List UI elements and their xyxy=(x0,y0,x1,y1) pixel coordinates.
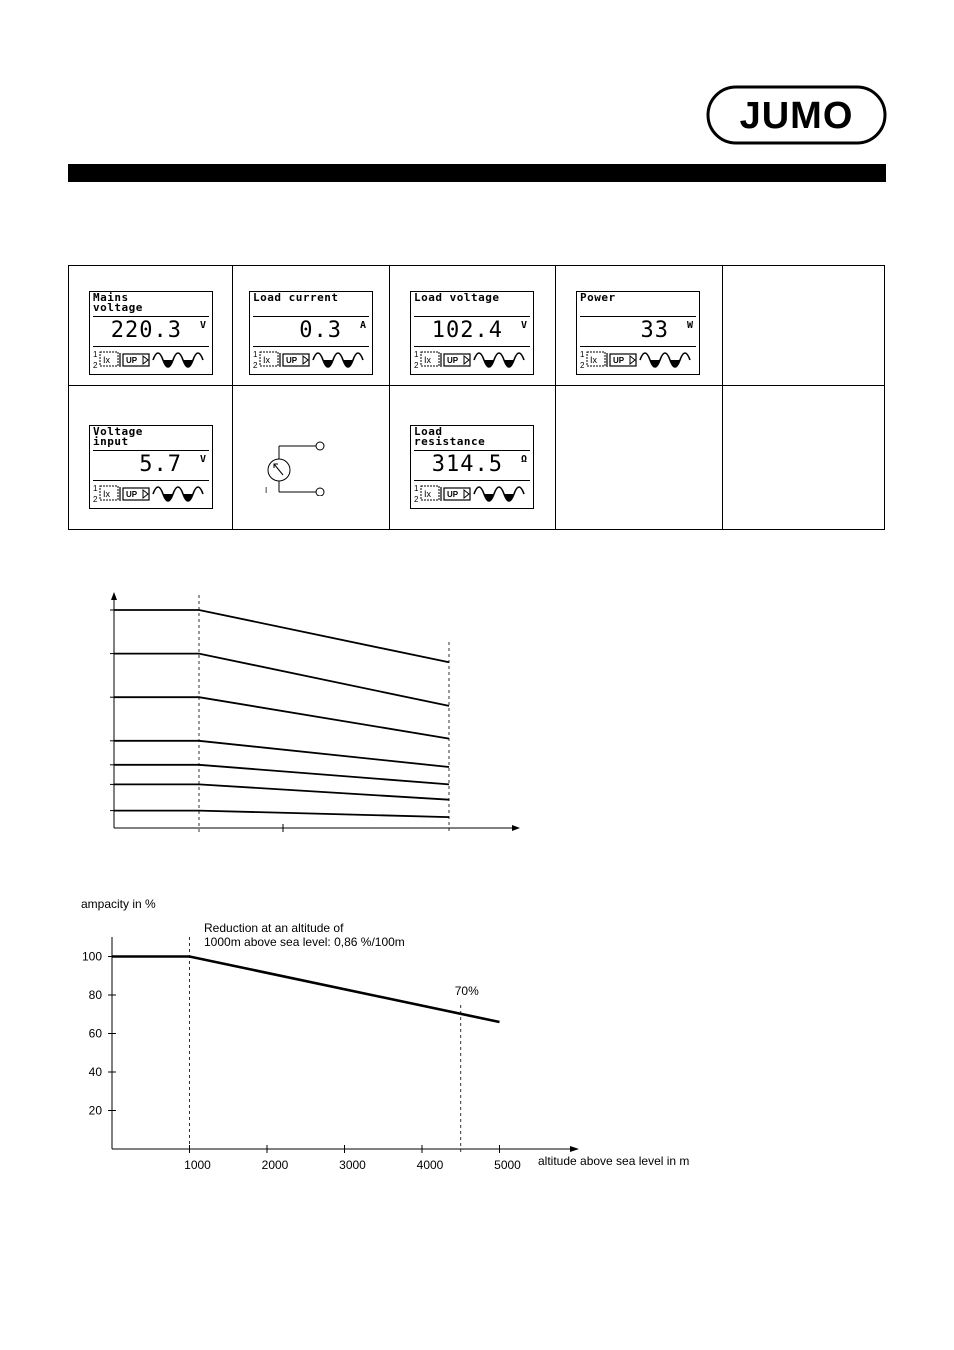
status-one: 1 xyxy=(93,484,98,493)
current-limit-icon xyxy=(123,488,149,500)
status-two: 2 xyxy=(93,361,98,370)
display-unit: V xyxy=(520,320,527,331)
status-ix: Ix xyxy=(103,489,111,499)
display-unit: V xyxy=(199,454,206,465)
x-axis-arrow xyxy=(570,1146,579,1152)
sine-wave-icon xyxy=(153,353,203,367)
derating-chart xyxy=(100,590,530,835)
logo-text: JUMO xyxy=(739,95,854,137)
phase-icon xyxy=(580,350,607,370)
y-tick-label: 40 xyxy=(88,1065,102,1079)
display-table xyxy=(68,265,885,530)
status-two: 2 xyxy=(414,495,419,504)
display-unit: Ω xyxy=(520,454,527,465)
status-two: 2 xyxy=(580,361,585,370)
y-tick-label: 60 xyxy=(88,1026,102,1041)
series-line-7 xyxy=(114,811,449,818)
display-label: Load voltage xyxy=(414,291,500,304)
status-row xyxy=(580,349,696,371)
status-up: UP xyxy=(447,356,459,365)
marker-label: 70% xyxy=(454,984,479,998)
status-one: 1 xyxy=(414,484,419,493)
series-line-5 xyxy=(114,765,449,785)
current-limit-icon xyxy=(283,354,309,366)
display-label: Load current xyxy=(253,291,339,304)
status-ix: Ix xyxy=(424,489,432,499)
status-ix: Ix xyxy=(590,355,598,365)
status-ix: Ix xyxy=(263,355,271,365)
status-one: 1 xyxy=(414,350,419,359)
display-load-resistance xyxy=(410,425,534,509)
y-tick-label: 100 xyxy=(81,949,102,964)
display-value: 220.3 xyxy=(110,318,182,343)
status-one: 1 xyxy=(253,350,258,359)
chart-annotation: Reduction at an altitude of 1000m above sea level: 0,86 %/100m xyxy=(204,921,405,949)
series-line-3 xyxy=(114,697,449,738)
sine-wave-icon xyxy=(474,487,524,501)
current-limit-icon xyxy=(123,354,149,366)
status-two: 2 xyxy=(93,495,98,504)
status-two: 2 xyxy=(253,361,258,370)
display-mains-voltage xyxy=(89,291,213,375)
x-axis-label: altitude above sea level in m xyxy=(538,1154,690,1168)
jumo-logo xyxy=(706,85,887,145)
ampacity-line xyxy=(112,957,500,1023)
ampacity-chart xyxy=(60,935,590,1180)
status-one: 1 xyxy=(580,350,585,359)
x-tick-label: 1000 xyxy=(184,1158,211,1172)
status-up: UP xyxy=(447,490,459,499)
y-tick-label: 20 xyxy=(88,1103,102,1118)
x-tick-label: 2000 xyxy=(261,1158,289,1172)
display-value: 314.5 xyxy=(431,452,503,477)
sine-wave-icon xyxy=(474,353,524,367)
header-bar xyxy=(68,164,886,182)
circuit-label: I xyxy=(265,486,268,495)
display-value: 33 xyxy=(640,318,669,343)
status-two: 2 xyxy=(414,361,419,370)
phase-icon xyxy=(414,350,441,370)
status-ix: Ix xyxy=(103,355,111,365)
display-load-current xyxy=(249,291,373,375)
display-unit: A xyxy=(359,320,366,331)
phase-icon xyxy=(414,484,441,504)
status-ix: Ix xyxy=(424,355,432,365)
display-value: 0.3 xyxy=(299,318,342,343)
status-row xyxy=(93,483,209,505)
y-tick-label: 80 xyxy=(88,988,102,1002)
display-value: 102.4 xyxy=(431,318,503,343)
status-row xyxy=(414,483,530,505)
display-voltage-input xyxy=(89,425,213,509)
status-up: UP xyxy=(286,356,298,365)
sine-wave-icon xyxy=(313,353,363,367)
x-axis-arrow xyxy=(512,825,520,831)
x-tick-label: 5000 xyxy=(494,1158,521,1172)
status-up: UP xyxy=(613,356,625,365)
x-tick-label: 4000 xyxy=(416,1158,444,1172)
current-limit-icon xyxy=(444,488,470,500)
display-label: Load resistance xyxy=(414,425,486,448)
display-unit: V xyxy=(199,320,206,331)
phase-icon xyxy=(93,350,120,370)
status-row xyxy=(253,349,369,371)
series-line-6 xyxy=(114,784,449,799)
status-up: UP xyxy=(126,356,138,365)
series-line-4 xyxy=(114,741,449,767)
current-meter-circuit-icon xyxy=(259,436,329,496)
display-unit: W xyxy=(686,320,693,331)
display-value: 5.7 xyxy=(139,452,182,477)
display-label: Voltage input xyxy=(93,425,143,448)
y-axis-label: ampacity in % xyxy=(81,897,156,911)
status-up: UP xyxy=(126,490,138,499)
display-label: Mains voltage xyxy=(93,291,143,314)
sine-wave-icon xyxy=(153,487,203,501)
sine-wave-icon xyxy=(640,353,690,367)
current-limit-icon xyxy=(610,354,636,366)
y-axis-arrow xyxy=(111,592,117,600)
x-tick-label: 3000 xyxy=(339,1158,366,1172)
display-load-voltage xyxy=(410,291,534,375)
status-one: 1 xyxy=(93,350,98,359)
display-label: Power xyxy=(580,291,616,304)
phase-icon xyxy=(253,350,280,370)
current-limit-icon xyxy=(444,354,470,366)
status-row xyxy=(414,349,530,371)
phase-icon xyxy=(93,484,120,504)
status-row xyxy=(93,349,209,371)
display-power xyxy=(576,291,700,375)
